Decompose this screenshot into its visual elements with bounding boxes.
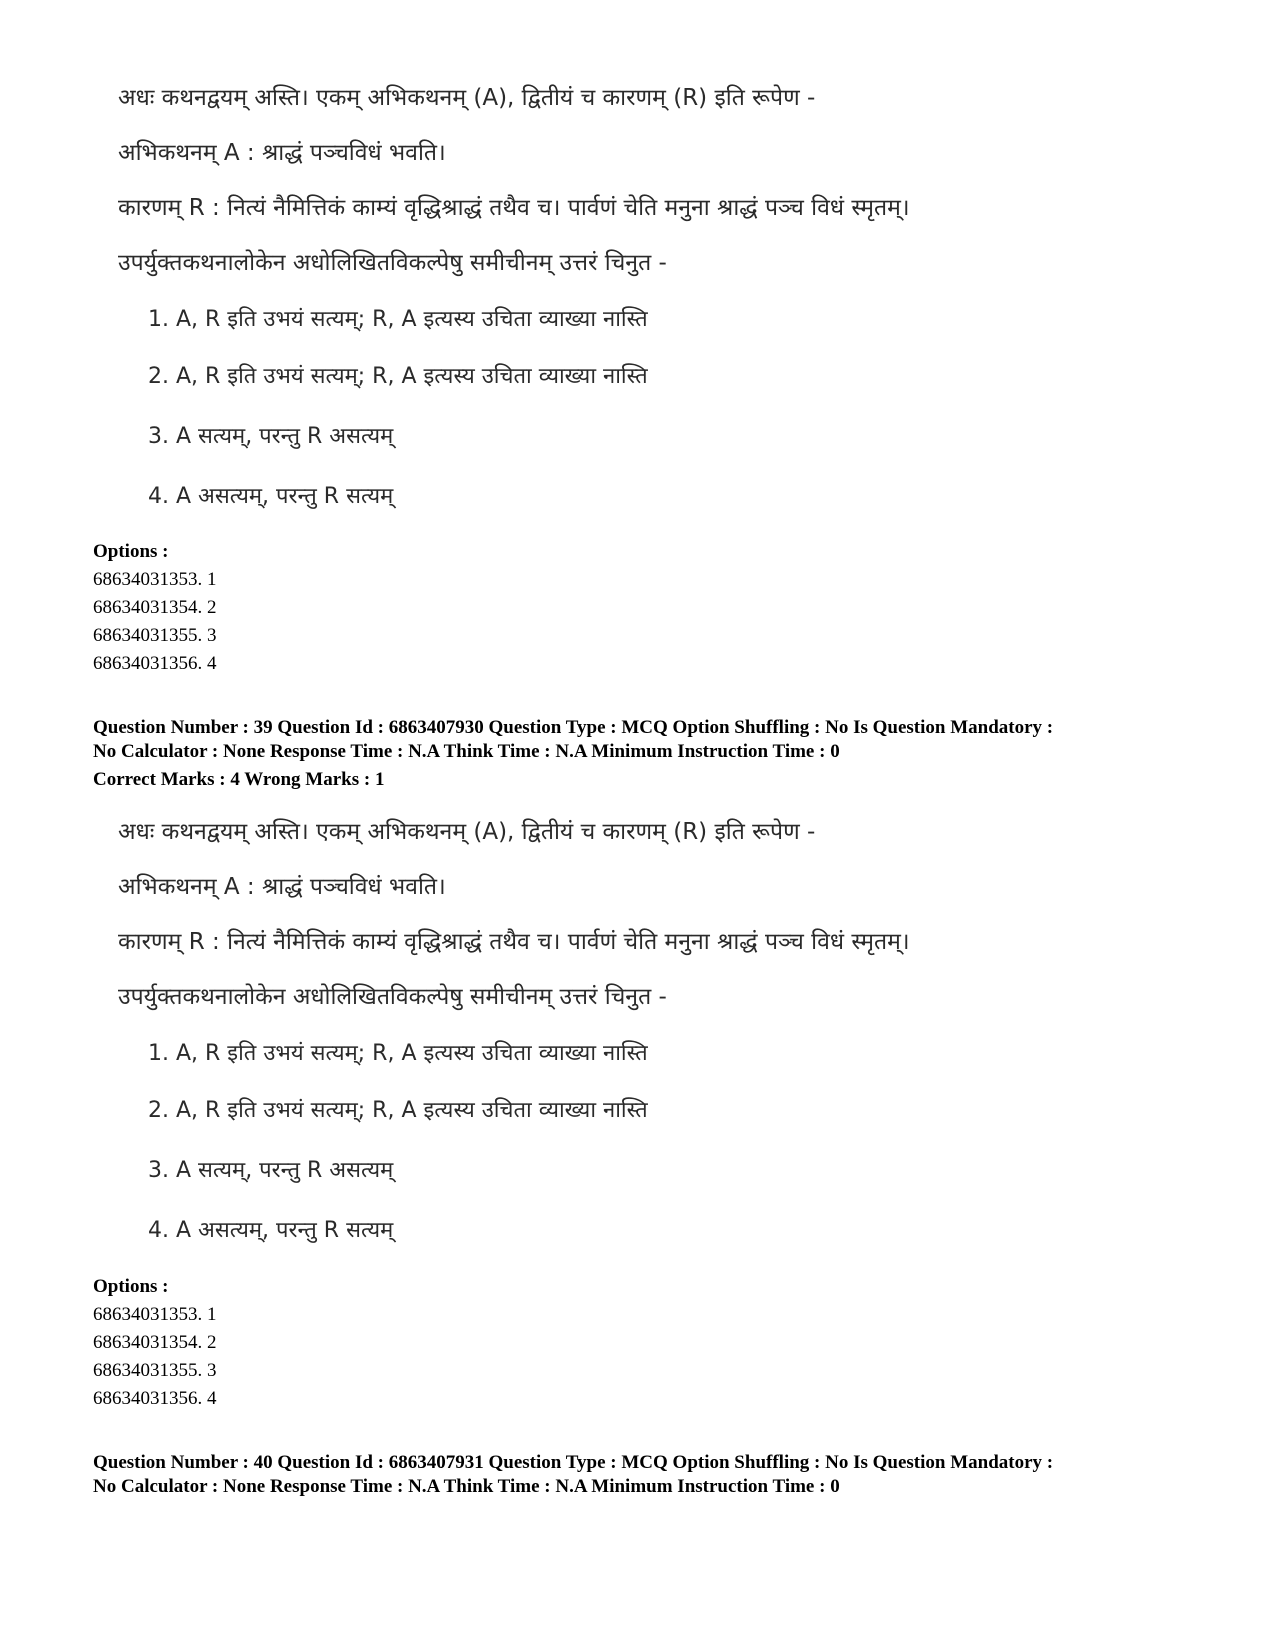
options-list-38: [93, 538, 217, 678]
option-id: 68634031353. 1: [93, 1304, 217, 1325]
meta-line: No Calculator : None Response Time : N.A Think Time : N.A Minimum Instruction Time : 0: [93, 741, 840, 762]
question-line: कारणम् R : नित्यं नैमित्तिकं काम्यं वृद्धिश्राद्धं तथैव च। पार्वणं चेति मनुना श्राद्धं पञ्च विधं स्मृतम्।: [118, 929, 910, 955]
options-label: Options :: [93, 1276, 169, 1297]
question-40-meta: [93, 1451, 1203, 1499]
choice-2: 2. A, R इति उभयं सत्यम्; R, A इत्यस्य उचिता व्याख्या नास्ति: [148, 364, 648, 389]
question-line: अभिकथनम् A : श्राद्धं पञ्चविधं भवति।: [118, 874, 446, 900]
choice-3: 3. A सत्यम्, परन्तु R असत्यम्: [148, 1158, 394, 1183]
question-line: उपर्युक्तकथनालोकेन अधोलिखितविकल्पेषु समीचीनम् उत्तरं चिनुत -: [118, 250, 667, 276]
options-list-39: [93, 1273, 217, 1413]
choice-3: 3. A सत्यम्, परन्तु R असत्यम्: [148, 424, 394, 449]
option-id: 68634031353. 1: [93, 569, 217, 590]
option-id: 68634031355. 3: [93, 625, 217, 646]
choice-4: 4. A असत्यम्, परन्तु R सत्यम्: [148, 484, 394, 509]
option-id: 68634031356. 4: [93, 1388, 217, 1409]
option-id: 68634031354. 2: [93, 597, 217, 618]
question-39-meta: [93, 716, 1203, 792]
option-id: 68634031355. 3: [93, 1360, 217, 1381]
choice-1: 1. A, R इति उभयं सत्यम्; R, A इत्यस्य उचिता व्याख्या नास्ति: [148, 307, 648, 332]
question-line: अधः कथनद्वयम् अस्ति। एकम् अभिकथनम् (A), द्वितीयं च कारणम् (R) इति रूपेण -: [118, 85, 816, 111]
choice-1: 1. A, R इति उभयं सत्यम्; R, A इत्यस्य उचिता व्याख्या नास्ति: [148, 1041, 648, 1066]
choice-2: 2. A, R इति उभयं सत्यम्; R, A इत्यस्य उचिता व्याख्या नास्ति: [148, 1098, 648, 1123]
options-label: Options :: [93, 541, 169, 562]
question-line: अधः कथनद्वयम् अस्ति। एकम् अभिकथनम् (A), द्वितीयं च कारणम् (R) इति रूपेण -: [118, 819, 816, 845]
option-id: 68634031354. 2: [93, 1332, 217, 1353]
option-id: 68634031356. 4: [93, 653, 217, 674]
question-line: कारणम् R : नित्यं नैमित्तिकं काम्यं वृद्धिश्राद्धं तथैव च। पार्वणं चेति मनुना श्राद्धं पञ्च विधं स्मृतम्।: [118, 195, 910, 221]
meta-line: Question Number : 39 Question Id : 6863407930 Question Type : MCQ Option Shuffling : No Is Question Mandatory :: [93, 717, 1054, 738]
meta-line: Question Number : 40 Question Id : 6863407931 Question Type : MCQ Option Shuffling : No Is Question Mandatory :: [93, 1452, 1054, 1473]
marks-line: Correct Marks : 4 Wrong Marks : 1: [93, 769, 385, 790]
question-line: अभिकथनम् A : श्राद्धं पञ्चविधं भवति।: [118, 140, 446, 166]
meta-line: No Calculator : None Response Time : N.A Think Time : N.A Minimum Instruction Time : 0: [93, 1476, 840, 1497]
question-line: उपर्युक्तकथनालोकेन अधोलिखितविकल्पेषु समीचीनम् उत्तरं चिनुत -: [118, 984, 667, 1010]
choice-4: 4. A असत्यम्, परन्तु R सत्यम्: [148, 1218, 394, 1243]
